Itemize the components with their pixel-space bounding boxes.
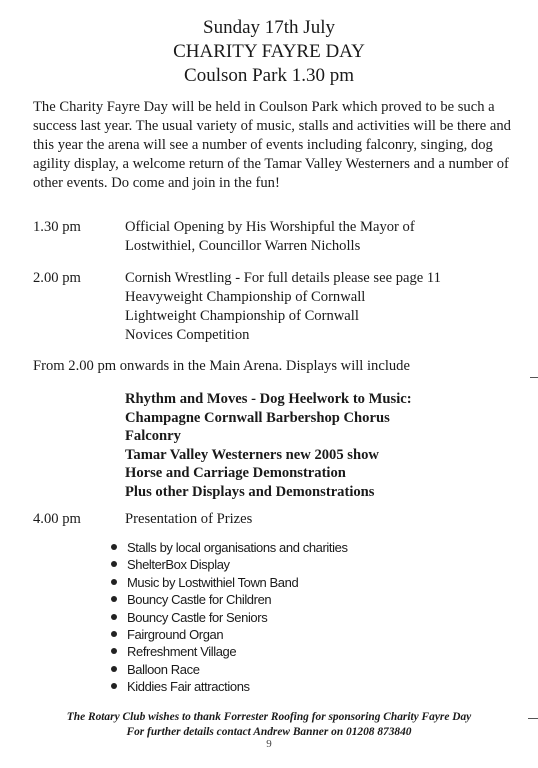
bullet-icon: [111, 544, 117, 550]
bullet-icon: [111, 579, 117, 585]
schedule-line: Lightweight Championship of Cornwall: [125, 308, 359, 324]
schedule-description: [125, 510, 515, 529]
attraction-item: Bouncy Castle for Seniors: [111, 609, 348, 626]
attraction-item: Balloon Race: [111, 661, 348, 678]
display-item: Tamar Valley Westerners new 2005 show: [125, 446, 379, 463]
display-item: Rhythm and Moves - Dog Heelwork to Music:: [125, 391, 412, 407]
attractions-list: [111, 539, 348, 696]
event-header: [0, 16, 538, 88]
footer-credits: [0, 710, 538, 740]
attraction-item: Music by Lostwithiel Town Band: [111, 574, 348, 591]
bullet-icon: [111, 614, 117, 620]
display-item: Horse and Carriage Demonstration: [125, 465, 346, 481]
attraction-item: Kiddies Fair attractions: [111, 678, 348, 695]
displays-list: [125, 390, 412, 501]
arena-note: From 2.00 pm onwards in the Main Arena. Displays will include: [33, 358, 410, 374]
bullet-icon: [111, 596, 117, 602]
event-location: Coulson Park 1.30 pm: [184, 65, 354, 86]
attraction-item: Stalls by local organisations and charities: [111, 539, 348, 556]
page-number: 9: [266, 738, 272, 750]
attraction-item: Bouncy Castle for Children: [111, 591, 348, 608]
display-item: Champagne Cornwall Barbershop Chorus: [125, 409, 390, 426]
schedule-line: Lostwithiel, Councillor Warren Nicholls: [125, 238, 361, 254]
sponsor-thanks: The Rotary Club wishes to thank Forrester Roofing for sponsoring Charity Fayre Day: [66, 711, 472, 723]
display-item: Plus other Displays and Demonstrations: [125, 483, 375, 500]
bullet-icon: [111, 683, 117, 689]
schedule-line: Presentation of Prizes: [125, 511, 253, 527]
scan-mark: [530, 377, 538, 378]
schedule-description: [125, 269, 515, 345]
event-date: Sunday 17th July: [203, 17, 335, 38]
contact-line: For further details contact Andrew Banner on 01208 873840: [126, 726, 412, 738]
bullet-icon: [111, 666, 117, 672]
attraction-item: Refreshment Village: [111, 643, 348, 660]
event-title: CHARITY FAYRE DAY: [173, 41, 365, 62]
schedule-time: 4.00 pm: [33, 511, 81, 527]
bullet-icon: [111, 561, 117, 567]
intro-paragraph: The Charity Fayre Day will be held in Coulson Park which proved to be such a success last year. The usual variety of music, stalls and activities will be there and this year the arena will see a number of events including falconry, singing, dog agility display, a welcome return of the Tamar Valley Westerners and a number of other events. Do come and join in the fun!: [33, 99, 511, 191]
schedule-line: Cornish Wrestling - For full details please see page 11: [125, 270, 441, 286]
scan-mark: [528, 718, 538, 719]
schedule-line: Novices Competition: [125, 327, 250, 343]
schedule-line: Heavyweight Championship of Cornwall: [125, 289, 366, 305]
attraction-item: Fairground Organ: [111, 626, 348, 643]
schedule-line: Official Opening by His Worshipful the Mayor of: [125, 219, 415, 235]
schedule-description: [125, 218, 515, 256]
schedule-time: 2.00 pm: [33, 270, 81, 286]
bullet-icon: [111, 631, 117, 637]
bullet-icon: [111, 648, 117, 654]
attraction-item: ShelterBox Display: [111, 556, 348, 573]
schedule-time: 1.30 pm: [33, 219, 81, 235]
display-item: Falconry: [125, 428, 181, 444]
